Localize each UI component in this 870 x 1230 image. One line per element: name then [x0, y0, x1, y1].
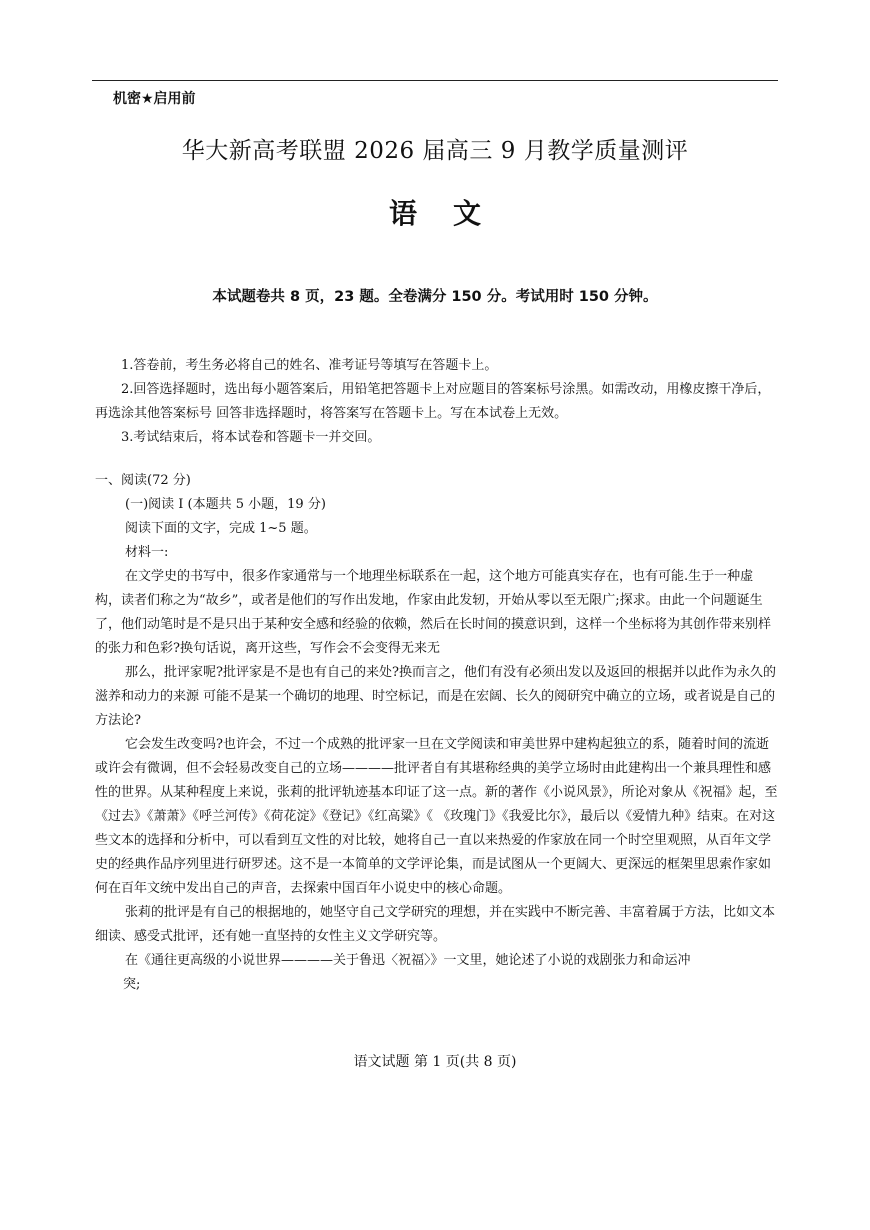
- passage-paragraph: 它会发生改变吗?也许会，不过一个成熟的批评家一旦在文学阅读和审美世界中建构起独立的系，随着时间的流逝或许会有微调，但不会轻易改变自己的立场————批评者自有其堪称经典的美学立场时由此建构出一个兼具理性和感性的世界。从某种程度上来说，张莉的批评轨迹基本印证了这一点。新的著作《小说风景》，所论对象从《祝福》起，至《过去》《萧萧》《呼兰河传》《荷花淀》《登记》《红高粱》《 《玫瑰门》《我爱比尔》，最后以《爱情九种》结束。在对这些文本的选择和分析中，可以看到互文性的对比较，她将自己一直以来热爱的作家放在同一个时空里观照，从百年文学史的经典作品序列里进行研罗述。这不是一本简单的文学评论集，而是试图从一个更阔大、更深远的框架里思索作家如何在百年文统中发出自己的声音，去探索中国百年小说史中的核心命题。: [95, 737, 778, 896]
- instruction-item: 3.考试结束后，将本试卷和答题卡一并交回。: [121, 430, 381, 445]
- passage-paragraph: 那么，批评家呢?批评家是不是也有自己的来处?换而言之，他们有没有必须出发以及返回的根据并以此作为永久的滋养和动力的来源 可能不是某一个确切的地理、时空标记，而是在宏阔、长久的阅研究中确立的立场，或者说是自己的方法论?: [95, 665, 776, 728]
- subject-title: 语文: [388, 197, 517, 230]
- section-heading: 一、阅读(72 分): [95, 473, 191, 488]
- passage-paragraph-tail: 突;: [123, 977, 141, 992]
- instructions: [95, 354, 779, 450]
- confidential-mark: 机密★启用前: [113, 91, 196, 107]
- passage-paragraph: 在《通往更高级的小说世界————关于鲁迅〈祝福〉》一文里，她论述了小说的戏剧张力和命运冲: [125, 953, 691, 968]
- passage-paragraph: 在文学史的书写中，很多作家通常与一个地理坐标联系在一起，这个地方可能真实存在，也有可能.生于一种虚构，读者们称之为“故乡”，或者是他们的写作出发地，作家由此发轫，开始从零以至无限广;探求。由此一个问题诞生了，他们动笔时是不是只出于某种安全感和经验的依赖，然后在长时间的摸意识到，这样一个坐标将为其创作带来别样的张力和色彩?换句话说，离开这些，写作会不会变得无来无: [95, 569, 772, 656]
- exam-title: 华大新高考联盟 2026 届高三 9 月教学质量测评: [181, 138, 689, 164]
- page-footer: 语文试题 第 1 页(共 8 页): [353, 1054, 517, 1070]
- passage-paragraph: 张莉的批评是有自己的根据地的，她坚守自己文学研究的理想，并在实践中不断完善、丰富着属于方法，比如文本细读、感受式批评，还有她一直坚持的女性主义文学研究等。: [95, 905, 776, 944]
- header-rule: [92, 80, 778, 81]
- section-direction: 阅读下面的文字，完成 1~5 题。: [125, 521, 317, 536]
- instruction-item: 2.回答选择题时，选出每小题答案后，用铅笔把答题卡上对应题目的答案标号涂黑。如需改动，用橡皮擦干净后，再选涂其他答案标号 回答非选择题时，将答案写在答题卡上。写在本试卷上无效。: [95, 382, 771, 421]
- material-label: 材料一:: [125, 545, 169, 560]
- reading-section: [95, 469, 779, 997]
- section-subheading: (一)阅读 I (本题共 5 小题，19 分): [125, 497, 326, 512]
- instruction-item: 1.答卷前，考生务必将自己的姓名、准考证号等填写在答题卡上。: [121, 358, 498, 373]
- exam-info: 本试题卷共 8 页，23 题。全卷满分 150 分。考试用时 150 分钟。: [212, 289, 658, 305]
